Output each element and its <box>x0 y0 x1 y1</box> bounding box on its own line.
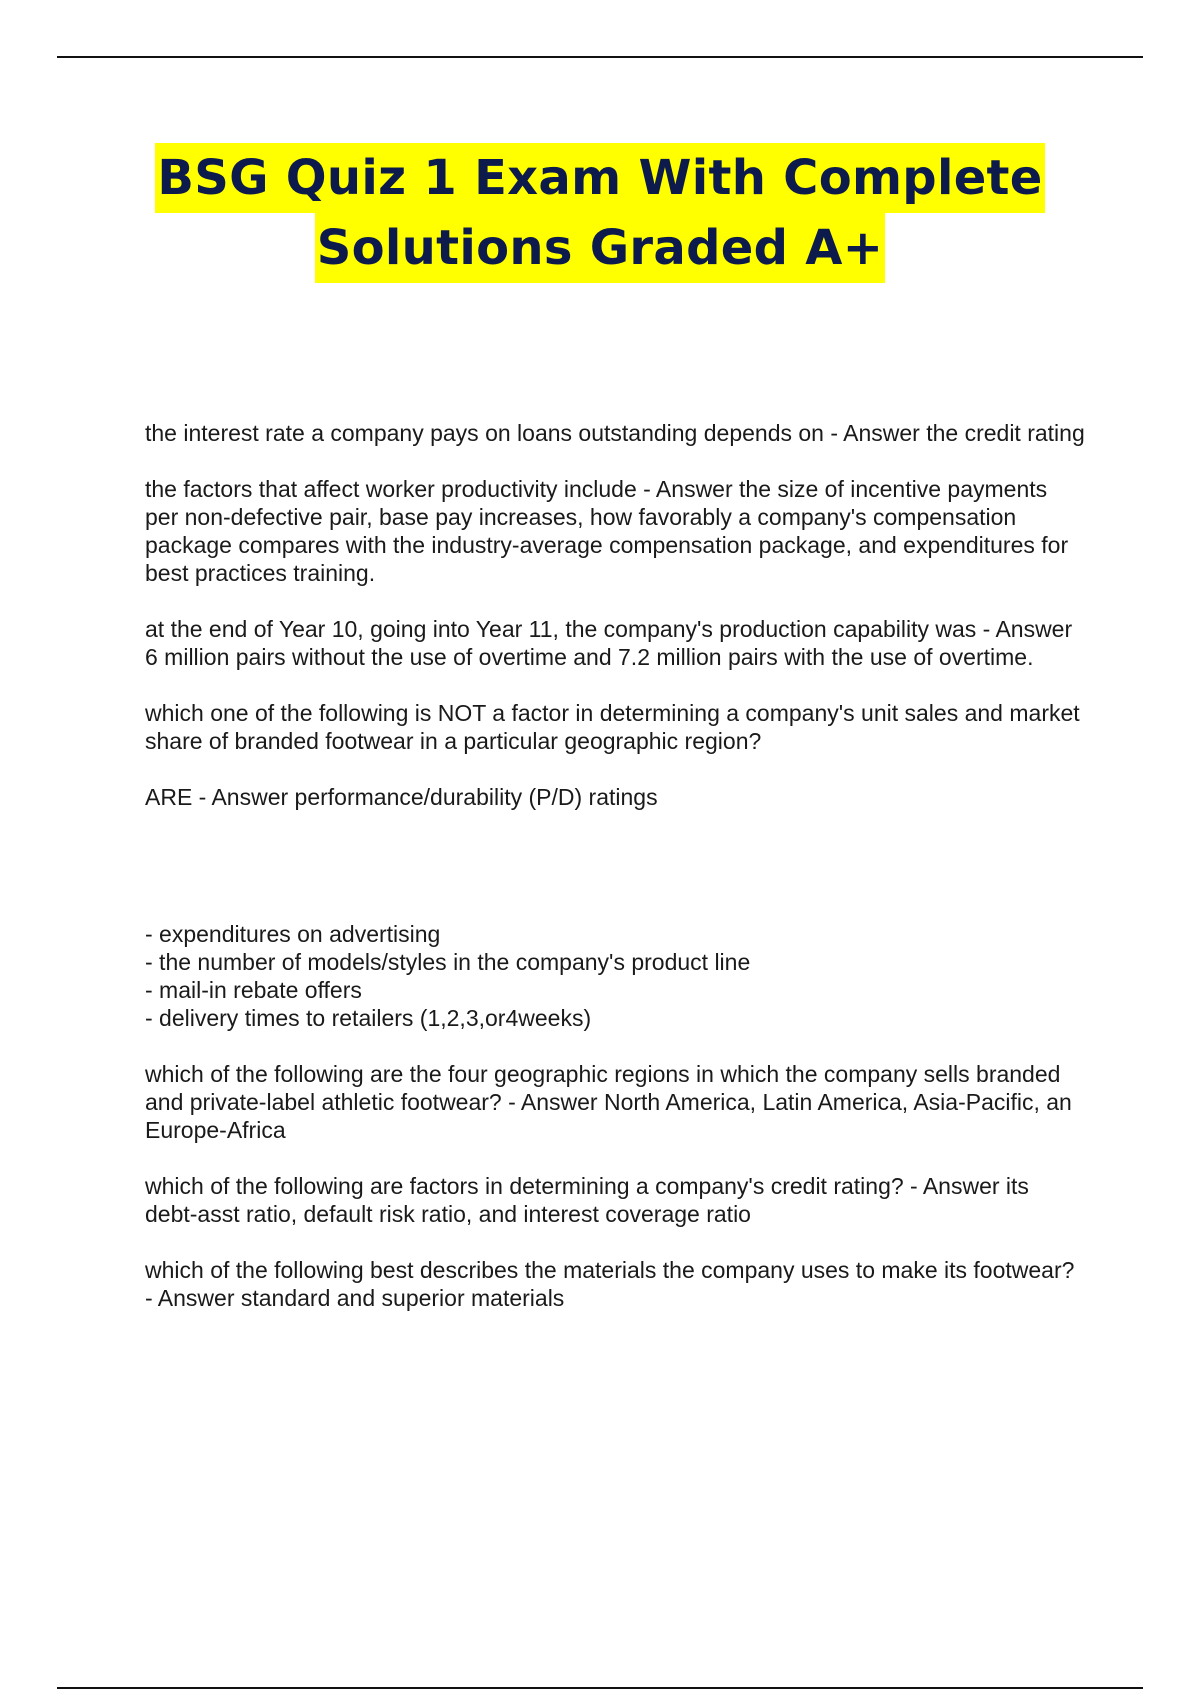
bullet-list <box>145 920 1085 1032</box>
bullet-item: - delivery times to retailers (1,2,3,or4weeks) <box>145 1005 592 1031</box>
qa-paragraph: the factors that affect worker productivity include - Answer the size of incentive payments per non-defective pair, base pay increases, how favorably a company's compensation package compares with the industry-average compensation package, and expenditures for best practices training. <box>145 476 1069 586</box>
document-title <box>0 143 1200 283</box>
qa-paragraph: ARE - Answer performance/durability (P/D) ratings <box>145 784 658 810</box>
qa-paragraph: the interest rate a company pays on loans outstanding depends on - Answer the credit rating <box>145 420 1085 446</box>
document-body <box>145 419 1085 1340</box>
blank-space <box>145 839 1085 920</box>
title-line-2: Solutions Graded A+ <box>315 213 886 283</box>
qa-paragraph: at the end of Year 10, going into Year 11, the company's production capability was - Answer 6 million pairs without the use of overtime and 7.2 million pairs with the use of overtime. <box>145 616 1073 670</box>
bullet-item: - expenditures on advertising <box>145 921 441 947</box>
title-line-1: BSG Quiz 1 Exam With Complete <box>155 143 1044 213</box>
qa-paragraph: which of the following best describes the materials the company uses to make its footwear? - Answer standard and superior materials <box>145 1257 1075 1311</box>
bottom-rule <box>57 1687 1143 1689</box>
qa-paragraph: which of the following are factors in determining a company's credit rating? - Answer its debt-asst ratio, default risk ratio, and interest coverage ratio <box>145 1173 1029 1227</box>
top-rule <box>57 56 1143 58</box>
qa-paragraph: which of the following are the four geographic regions in which the company sells branded and private-label athletic footwear? - Answer North America, Latin America, Asia-Pacific, an Europe-Africa <box>145 1061 1072 1143</box>
bullet-item: - mail-in rebate offers <box>145 977 362 1003</box>
bullet-item: - the number of models/styles in the company's product line <box>145 949 751 975</box>
qa-paragraph: which one of the following is NOT a factor in determining a company's unit sales and market share of branded footwear in a particular geographic region? <box>145 700 1080 754</box>
